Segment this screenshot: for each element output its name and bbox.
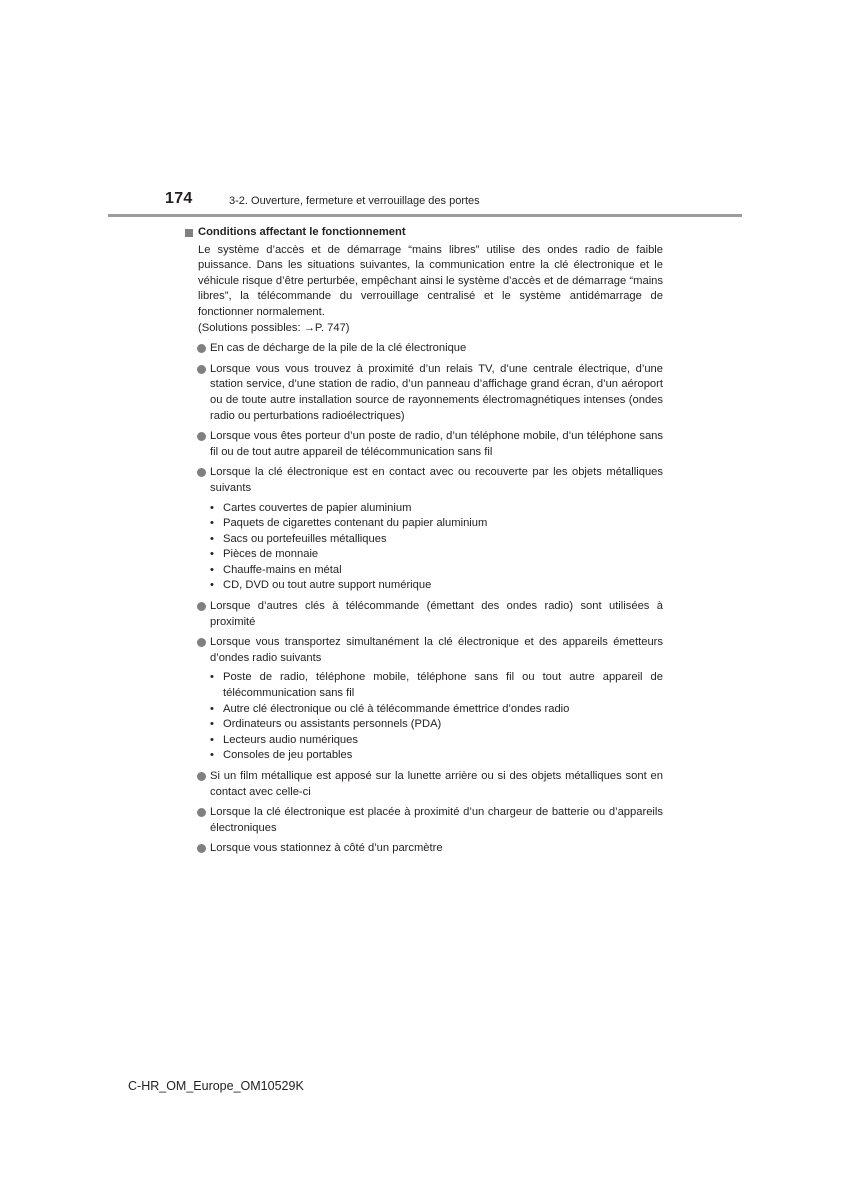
circle-icon [197,844,206,853]
list-item-text: Lorsque vous transportez simultanément la clé électronique et des appareils émetteurs d’ondes radio suivants [210,636,663,664]
sub-list-item [210,748,663,764]
list-item [197,362,663,424]
chapter-title: 3-2. Ouverture, fermeture et verrouillage des portes [229,195,480,207]
intro-paragraph [198,243,663,337]
circle-icon [197,344,206,353]
bullet-dot-icon: • [210,563,214,576]
bullet-dot-icon: • [210,718,214,731]
list-item [197,769,663,800]
sub-list-item-text: CD, DVD ou tout autre support numérique [223,579,432,592]
intro-text: Le système d’accès et de démarrage “mains libres” utilise des ondes radio de faible puissance. Dans les situations suivantes, la communication entre la clé électronique et le véhicule risque d’être perturbée, empêchant ainsi le système d’accès et de démarrage “mains libres”, la télécommande du verrouillage centralisé et le système antidémarrage de fonctionner normalement. [198,243,663,318]
sub-list-item [210,563,663,579]
list-item [197,429,663,460]
bullet-dot-icon: • [210,749,214,762]
sub-list-item [210,733,663,749]
list-item [197,341,663,357]
list-item-text: Lorsque vous êtes porteur d’un poste de radio, d’un téléphone mobile, d’un téléphone sans fil ou de tout autre appareil de télécommunication sans fil [210,430,663,458]
bullet-dot-icon: • [210,579,214,592]
bullet-dot-icon: • [210,548,214,561]
list-item-text: Lorsque la clé électronique est en contact avec ou recouverte par les objets métalliques suivants [210,466,663,494]
sub-list-item-text: Pièces de monnaie [223,548,319,561]
sub-list-item [210,516,663,532]
square-icon [185,229,193,237]
sub-list-item-text: Poste de radio, téléphone mobile, téléphone sans fil ou tout autre appareil de télécommunication sans fil [223,671,663,700]
list-item [197,635,663,764]
sub-list-item-text: Autre clé électronique ou clé à télécommande émettrice d’ondes radio [223,702,570,715]
footer-doc-code: C-HR_OM_Europe_OM10529K [128,1079,304,1093]
main-content [185,225,663,862]
sub-list-item [210,670,663,701]
section-heading [185,225,663,241]
bullet-dot-icon: • [210,671,214,684]
sub-list-item [210,501,663,517]
circle-icon [197,772,206,781]
bullet-dot-icon: • [210,501,214,514]
circle-icon [197,365,206,374]
list-item [197,805,663,836]
sub-list-item [210,717,663,733]
list-item-text: Lorsque vous stationnez à côté d’un parcmètre [210,842,443,855]
list-item-text: En cas de décharge de la pile de la clé électronique [210,342,467,355]
circle-icon [197,808,206,817]
sub-list-item-text: Cartes couvertes de papier aluminium [223,501,412,514]
circle-icon [197,638,206,647]
sub-list-item [210,702,663,718]
sub-list-item-text: Paquets de cigarettes contenant du papier aluminium [223,517,488,530]
circle-icon [197,602,206,611]
sub-list [210,501,663,595]
header-rule [108,214,742,217]
sub-list-item [210,547,663,563]
circle-icon [197,432,206,441]
bullet-dot-icon: • [210,517,214,530]
sub-list [210,670,663,764]
circle-icon [197,468,206,477]
list-item [197,599,663,630]
list-item-text: Si un film métallique est apposé sur la lunette arrière ou si des objets métalliques sont en contact avec celle-ci [210,770,663,798]
sub-list-item [210,578,663,594]
page-number: 174 [165,190,193,207]
list-item-text: Lorsque vous vous trouvez à proximité d’un relais TV, d’une centrale électrique, d’une station service, d’une station de radio, d’un panneau d’affichage grand écran, d’un aéroport ou de toute autre installation source de rayonnements électromagnétiques intenses (ondes radio ou perturbations radioélectriques) [210,362,663,422]
list-item [197,841,663,857]
condition-list [197,341,663,857]
sub-list-item-text: Lecteurs audio numériques [223,733,358,746]
sub-list-item-text: Ordinateurs ou assistants personnels (PDA) [223,718,442,731]
sub-list-item-text: Sacs ou portefeuilles métalliques [223,532,387,545]
sub-list-item-text: Chauffe-mains en métal [223,563,342,576]
sub-list-item-text: Consoles de jeu portables [223,749,353,762]
list-item [197,465,663,594]
sub-list-item [210,532,663,548]
section-heading-text: Conditions affectant le fonctionnement [198,226,406,238]
list-item-text: Lorsque d’autres clés à télécommande (émettant des ondes radio) sont utilisées à proximité [210,600,663,628]
list-item-text: Lorsque la clé électronique est placée à proximité d’un chargeur de batterie ou d’appareils électroniques [210,806,663,834]
bullet-dot-icon: • [210,702,214,715]
solutions-reference: (Solutions possibles: →P. 747) [198,321,350,334]
bullet-dot-icon: • [210,733,214,746]
bullet-dot-icon: • [210,532,214,545]
